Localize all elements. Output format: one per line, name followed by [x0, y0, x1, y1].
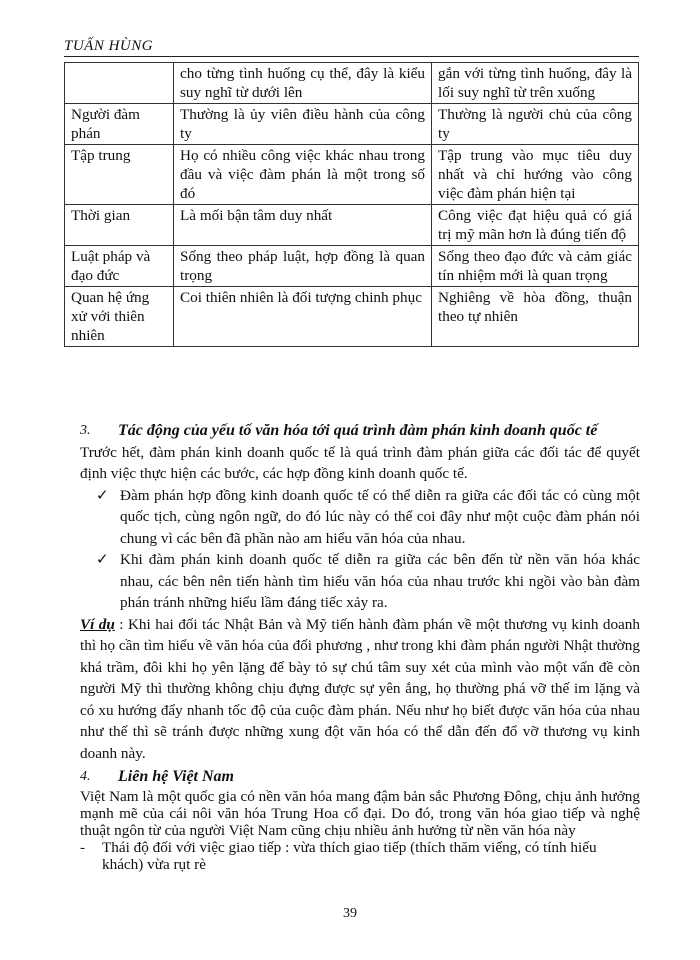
- list-item: [80, 485, 640, 550]
- table-row: [65, 145, 639, 205]
- table-cell: cho từng tình huống cụ thể, đây là kiểu suy nghĩ từ dưới lên: [174, 63, 432, 104]
- table-cell: Thời gian: [65, 205, 174, 246]
- table-row: [65, 63, 639, 104]
- list-item-text: Thái độ đối với việc giao tiếp : vừa thích giao tiếp (thích thăm viếng, có tính hiếu khách) vừa rụt rè: [102, 838, 597, 873]
- section-number: 4.: [80, 769, 91, 784]
- list-item: [80, 549, 640, 614]
- section-title: Liên hệ Việt Nam: [118, 768, 234, 785]
- table-cell: Người đàm phán: [65, 104, 174, 145]
- table-cell: Luật pháp và đạo đức: [65, 246, 174, 287]
- table-row: [65, 205, 639, 246]
- table-cell: Sống theo đạo đức và cảm giác tín nhiệm mới là quan trọng: [432, 246, 639, 287]
- table-cell: Tập trung: [65, 145, 174, 205]
- paragraph: Trước hết, đàm phán kinh doanh quốc tế là quá trình đàm phán giữa các đối tác để quyết định việc thực hiện các bước, các hợp đồng kinh doanh quốc tế.: [80, 443, 640, 482]
- table-cell: gắn với từng tình huống, đây là lối suy nghĩ từ trên xuống: [432, 63, 639, 104]
- checkmark-icon: ✓: [96, 551, 109, 568]
- table-cell: Quan hệ ứng xử với thiên nhiên: [65, 287, 174, 347]
- table-cell: Công việc đạt hiệu quả có giá trị mỹ mãn hơn là đúng tiến độ: [432, 205, 639, 246]
- list-item-text: Khi đàm phán kinh doanh quốc tế diễn ra giữa các bên đến từ nền văn hóa khác nhau, các bên nên tiến hành tìm hiểu văn hóa của nhau trước khi ngồi vào bàn đàm phán tránh những hiểu lầm đáng tiếc xảy ra.: [120, 551, 640, 611]
- table-cell: Họ có nhiều công việc khác nhau trong đầu và việc đàm phán là một trong số đó: [174, 145, 432, 205]
- table-cell: Nghiêng về hòa đồng, thuận theo tự nhiên: [432, 287, 639, 347]
- table-cell: Thường là ủy viên điều hành của công ty: [174, 104, 432, 145]
- table-cell: Là mối bận tâm duy nhất: [174, 205, 432, 246]
- list-item: [80, 839, 640, 873]
- section-title: Tác động của yếu tố văn hóa tới quá trình đàm phán kinh doanh quốc tế: [118, 422, 598, 439]
- section-number: 3.: [80, 423, 91, 438]
- dash-marker: -: [80, 838, 86, 856]
- table-cell: Tập trung vào mục tiêu duy nhất và chỉ hướng vào công việc đàm phán hiện tại: [432, 145, 639, 205]
- comparison-table: [64, 62, 639, 347]
- section-heading: [80, 420, 640, 442]
- running-header: TUẤN HÙNG: [64, 38, 639, 57]
- table-row: [65, 246, 639, 287]
- table-cell: [65, 63, 174, 104]
- table-cell: Sống theo pháp luật, hợp đồng là quan trọng: [174, 246, 432, 287]
- checkmark-icon: ✓: [96, 486, 109, 504]
- table-row: [65, 287, 639, 347]
- example-paragraph: [80, 614, 640, 765]
- table-cell: Thường là người chủ của công ty: [432, 104, 639, 145]
- page-number: 39: [343, 906, 357, 921]
- paragraph: Việt Nam là một quốc gia có nền văn hóa mang đậm bản sắc Phương Đông, chịu ảnh hưởng mạnh mẽ của cái nôi văn hóa Trung Hoa cổ đại. Do đó, trong văn hóa giao tiếp và nghệ thuật ngôn từ của người Việt Nam cũng chịu nhiều ảnh hưởng từ nền văn hóa này: [80, 787, 640, 839]
- table-row: [65, 104, 639, 145]
- section-heading: [80, 766, 640, 788]
- body-text: [80, 420, 640, 873]
- example-label: Ví dụ: [80, 615, 115, 633]
- example-text: : Khi hai đối tác Nhật Bản và Mỹ tiến hành đàm phán về một thương vụ kinh doanh thì họ cần tìm hiểu về văn hóa của đối phương , như trong khi đàm phán người Nhật thường khá trầm, đôi khi họ yên lặng để bày tỏ sự chú tâm suy xét của mình vào một vấn đề còn người Mỹ thì thường không chịu đựng được sự yên ắng, họ thường phá vỡ thế im lặng và có xu hướng đẩy nhanh tốc độ của cuộc đàm phán. Nếu như họ biết được văn hóa của nhau như thế thì sẽ tránh được những xung đột văn hóa có thể dẫn đến đổ vỡ thương vụ kinh doanh này.: [80, 615, 640, 762]
- list-item-text: Đàm phán hợp đồng kinh doanh quốc tế có thể diễn ra giữa các đối tác có cùng một quốc tịch, cùng ngôn ngữ, do đó lúc này có thể coi đây như một cuộc đàm phán nói chung vì các bên đã phần nào am hiểu văn hóa của nhau.: [120, 486, 640, 547]
- table-cell: Coi thiên nhiên là đối tượng chinh phục: [174, 287, 432, 347]
